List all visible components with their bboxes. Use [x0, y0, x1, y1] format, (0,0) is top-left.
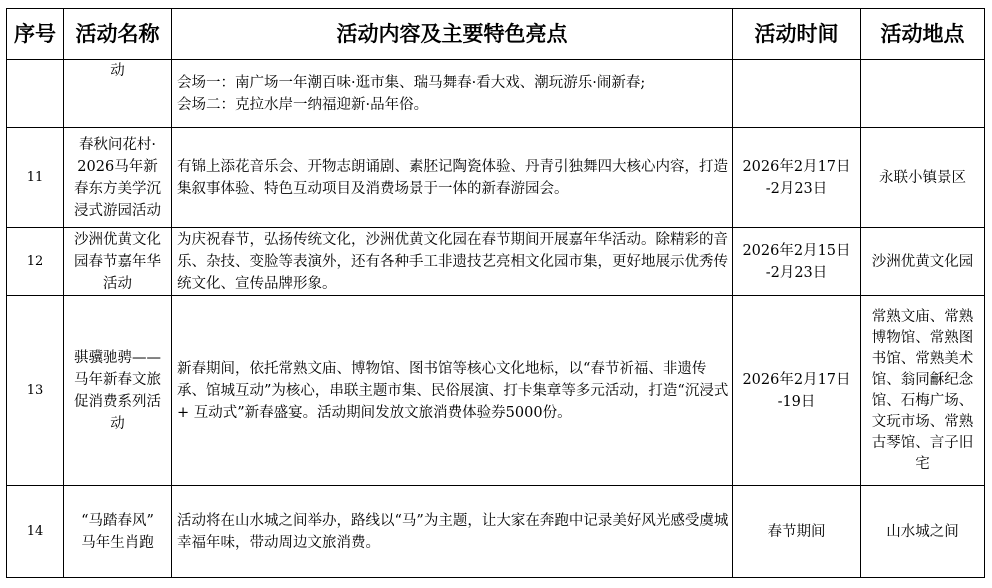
cell-time [733, 60, 861, 128]
cell-time [733, 228, 861, 296]
name-line: 沙洲优黄文化 [74, 231, 161, 248]
cell-place [861, 296, 985, 486]
content-line: 会场二：克拉水岸一纳福迎新·品年俗。 [177, 96, 429, 113]
header-row [7, 9, 985, 60]
cell-place [861, 128, 985, 228]
table-row [7, 296, 985, 486]
name-line: 春东方美学沉 [74, 180, 161, 197]
place-line: 常熟文庙、常熟 [871, 308, 974, 325]
cell-name [64, 228, 172, 296]
cell-time [733, 128, 861, 228]
cell-place [861, 486, 985, 578]
name-line: 浸式游园活动 [74, 202, 161, 219]
cell-name [64, 128, 172, 228]
name-line: “马踏春风” [81, 512, 154, 529]
cell-no [7, 60, 64, 128]
content-line: 会场一：南广场一年潮百味·逛市集、瑞马舞春·看大戏、潮玩游乐·闹新春; [177, 74, 646, 91]
header-name: 活动名称 [64, 9, 172, 60]
name-line: 骐骥驰骋—— [74, 349, 161, 366]
cell-no: 14 [7, 486, 64, 578]
cell-no: 12 [7, 228, 64, 296]
header-content: 活动内容及主要特色亮点 [172, 9, 733, 60]
place-line: 沙洲优黄文化园 [871, 253, 974, 270]
header-place: 活动地点 [861, 9, 985, 60]
time-line: 2026年2月17日 [742, 371, 851, 388]
time-line: -2月23日 [765, 264, 828, 281]
name-line: 马年生肖跑 [81, 534, 154, 551]
cell-name [64, 60, 172, 128]
cell-name [64, 296, 172, 486]
name-line: 动 [110, 415, 125, 432]
place-line: 永联小镇景区 [879, 169, 966, 186]
time-line: -2月23日 [765, 180, 828, 197]
time-line: 2026年2月17日 [742, 158, 851, 175]
table-row [7, 228, 985, 296]
place-line: 博物馆、常熟图 [871, 329, 974, 346]
cell-place [861, 60, 985, 128]
name-line: 园春节嘉年华 [74, 253, 161, 270]
place-line: 文玩市场、常熟 [871, 413, 974, 430]
time-line: 2026年2月15日 [742, 242, 851, 259]
table-row [7, 60, 985, 128]
name-line: 2026马年新 [77, 158, 158, 175]
place-line: 书馆、常熟美术 [871, 350, 974, 367]
place-line: 馆、翁同龢纪念 [871, 371, 974, 388]
cell-no: 11 [7, 128, 64, 228]
cell-content: 活动将在山水城之间举办，路线以“马”为主题，让大家在奔跑中记录美好风光感受虞城幸福年味，带动周边文旅消费。 [172, 486, 733, 578]
activity-table [6, 8, 985, 578]
cell-time [733, 296, 861, 486]
cell-content [172, 60, 733, 128]
table-row [7, 128, 985, 228]
place-line: 馆、石梅广场、 [871, 392, 974, 409]
cell-no: 13 [7, 296, 64, 486]
place-line: 古琴馆、言子旧 [871, 434, 974, 451]
cell-name [64, 486, 172, 578]
name-line: 春秋问花村· [78, 136, 157, 153]
name-line: 马年新春文旅 [74, 371, 161, 388]
header-time: 活动时间 [733, 9, 861, 60]
table-row [7, 486, 985, 578]
time-line: 春节期间 [767, 523, 826, 540]
cell-place [861, 228, 985, 296]
cell-time [733, 486, 861, 578]
cell-content: 为庆祝春节，弘扬传统文化，沙洲优黄文化园在春节期间开展嘉年华活动。除精彩的音乐、杂技、变脸等表演外，还有各种手工非遗技艺亮相文化园市集，更好地展示优秀传统文化、宣传品牌形象。 [172, 228, 733, 296]
name-line: 动 [110, 63, 125, 79]
header-no: 序号 [7, 9, 64, 60]
cell-content: 新春期间，依托常熟文庙、博物馆、图书馆等核心文化地标，以“春节祈福、非遗传承、馆城互动”为核心，串联主题市集、民俗展演、打卡集章等多元活动，打造“沉浸式+ 互动式”新春盛宴。活动期间发放文旅消费体验券5000份。 [172, 296, 733, 486]
time-line: -19日 [777, 393, 816, 410]
place-line: 宅 [915, 455, 930, 472]
name-line: 促消费系列活 [74, 393, 161, 410]
cell-content: 有锦上添花音乐会、开物志朗诵剧、素胚记陶瓷体验、丹青引独舞四大核心内容，打造集叙事体验、特色互动项目及消费场景于一体的新春游园会。 [172, 128, 733, 228]
name-line: 活动 [103, 275, 132, 292]
place-line: 山水城之间 [886, 523, 959, 540]
